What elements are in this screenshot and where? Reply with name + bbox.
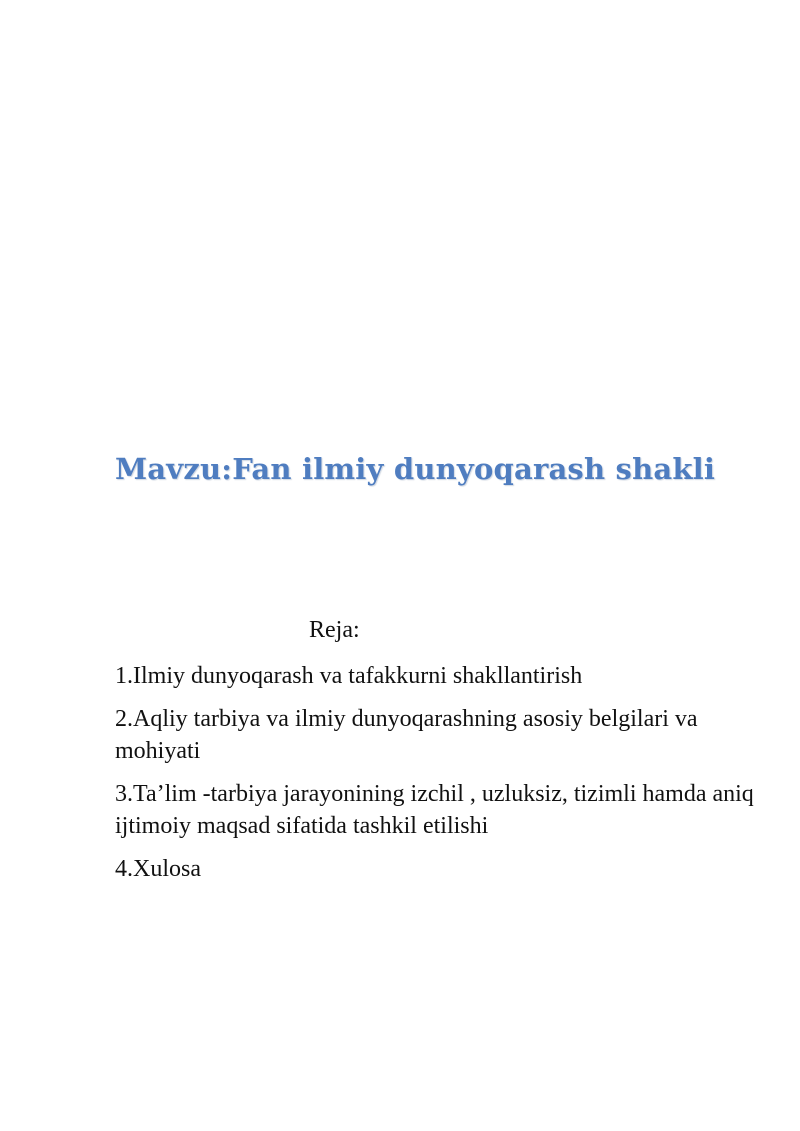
- plan-item-2: 2.Aqliy tarbiya va ilmiy dunyoqarashning asosiy belgilari va mohiyati: [115, 706, 698, 764]
- plan-heading: Reja:: [309, 617, 360, 643]
- plan-item-4: 4.Xulosa: [115, 856, 201, 882]
- plan-item-1: 1.Ilmiy dunyoqarash va tafakkurni shakllantirish: [115, 663, 583, 689]
- document-title: Mavzu:Fan ilmiy dunyoqarash shakli: [115, 452, 716, 486]
- plan-list: [115, 660, 755, 896]
- plan-item-3: 3.Ta’lim -tarbiya jarayonining izchil , uzluksiz, tizimli hamda aniq ijtimoiy maqsad sifatida tashkil etilishi: [115, 781, 754, 839]
